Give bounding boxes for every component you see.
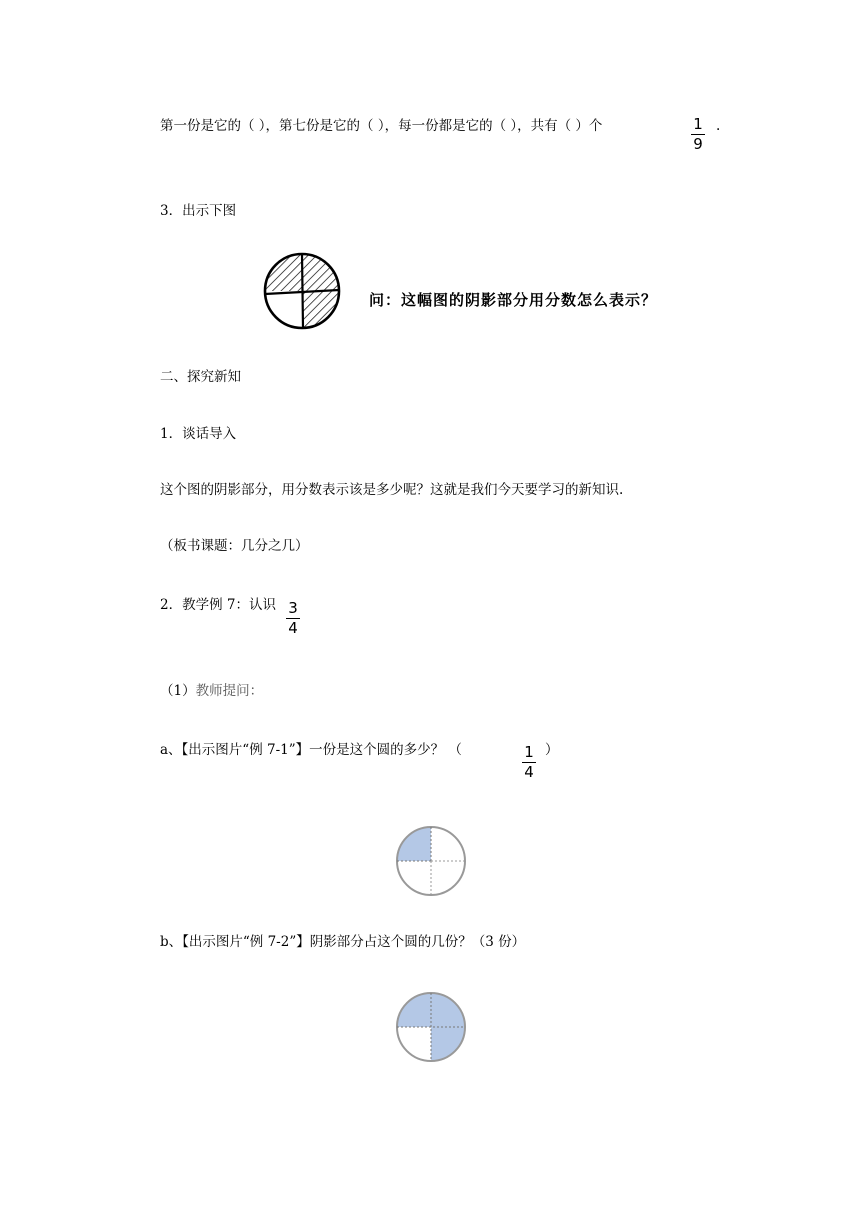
fraction-denominator: 4 — [524, 763, 534, 781]
question-a — [160, 741, 462, 759]
fraction-numerator: 3 — [288, 599, 298, 617]
line-1-suffix: . — [716, 118, 721, 134]
sub-item-1-text: 教师提问： — [195, 683, 264, 699]
fraction-numerator: 1 — [524, 743, 534, 761]
line-1-text: 第一份是它的（ ），第七份是它的（ ），每一份都是它的（ ），共有（ ）个 — [160, 118, 603, 134]
question-a-suffix: ） — [545, 742, 559, 758]
question-b: b、【出示图片“例 7-2”】阴影部分占这个圆的几份？（3 份） — [160, 934, 526, 950]
fraction-denominator: 9 — [693, 135, 703, 153]
paragraph-1: 这个图的阴影部分，用分数表示该是多少呢？这就是我们今天要学习的新知识. — [160, 482, 624, 498]
circle-three-quarters-shaded — [394, 990, 468, 1064]
circle-one-quarter-shaded — [394, 824, 468, 898]
sub-item-1-number: （1） — [160, 683, 196, 699]
hatched-circle-figure — [262, 250, 344, 334]
fraction-three-quarters — [285, 600, 301, 637]
item-1: 1．谈话导入 — [160, 426, 237, 442]
item-3: 3．出示下图 — [160, 203, 237, 219]
item-2-text: 2．教学例 7：认识 — [160, 597, 276, 613]
section-2-heading: 二、探究新知 — [160, 369, 241, 385]
line-1 — [160, 117, 602, 135]
fraction-denominator: 4 — [288, 619, 298, 637]
question-a-text: a、【出示图片“例 7-1”】一份是这个圆的多少？ （ — [160, 742, 462, 758]
sub-item-1 — [160, 682, 263, 700]
figure-question: 问：这幅图的阴影部分用分数怎么表示？ — [369, 291, 658, 309]
fraction-one-ninth — [690, 116, 706, 153]
board-title: （板书课题：几分之几） — [160, 538, 309, 554]
fraction-one-quarter — [521, 744, 537, 781]
fraction-numerator: 1 — [693, 115, 703, 133]
item-2 — [160, 596, 276, 614]
